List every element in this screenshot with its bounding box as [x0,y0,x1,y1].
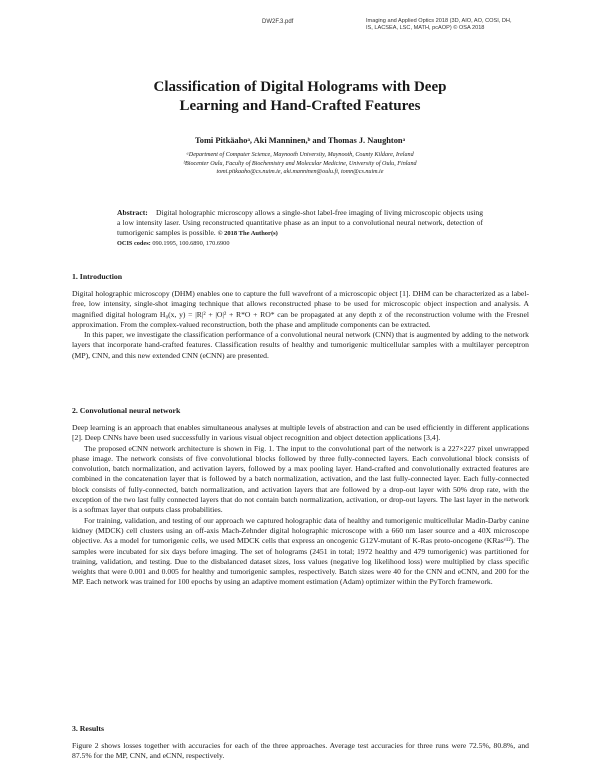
paper-title [100,78,500,116]
section-heading-introduction: 1. Introduction [72,272,123,281]
header-venue-line1: Imaging and Applied Optics 2018 (3D, AIO, AO, COSI, DH, [366,18,512,24]
paragraph: The proposed eCNN network architecture is shown in Fig. 1. The input to the convolutional part of the network is a 227×227 pixel unwrapped phase image. The network consists of five convolutional blocks followed by three fully-connected layers. Each convolutional block consists of convolution, batch normalization, and activation layers, followed by a max pooling layer. Hand-crafted and convolutionally extracted features are combined in the concatenation layer that is followed by a batch normalization, activation, and the last fully-connected layer. Each fully-connected block consists of fully-connected, batch normalization, and activation layers that are followed by a drop-out layer with 50% drop rate, with the exception of the two last fully connected layers that do not contain batch normalization, activation, or drop-out layers. The last layer in the network is a softmax layer that outputs class probabilities. [72,443,529,515]
section-heading-cnn: 2. Convolutional neural network [72,406,181,415]
abstract-text: Digital holographic microscopy allows a single-shot label-free imaging of living microscopic objects using a low intensity laser. Using reconstructed quantitative phase as an input to a convolutional neural network, detection of tumorigenic samples is possible. [117,208,483,237]
author-emails: tomi.pitkaaho@cs.nuim.ie, aki.manninen@oulu.fi, tomn@cs.nuim.ie [216,169,384,176]
paragraph: In this paper, we investigate the classification performance of a convolutional neural network (CNN) that is augmented by adding to the network layers that incorporate hand-crafted features. Classification results of healthy and tumorigenic multicellular samples with a multilayer perceptron (MP), CNN, and this new extended CNN (eCNN) are presented. [72,330,529,360]
section-heading-results: 3. Results [72,724,105,733]
paragraph: For training, validation, and testing of our approach we captured holographic data of healthy and tumorigenic multicellular Madin-Darby canine kidney (MDCK) cell clusters using an off-axis Mach-Zehnder digital holographic microscope with a 660 nm laser source and a 40X microscope objective. As a model for tumorigenic cells, we used MDCK cells that express an oncogenic G12V-mutant of K-Ras proto-oncogene (KRasᵛ¹²). The samples were incubated for six days before imaging. The set of holograms (2451 in total; 1972 healthy and 479 tumorigenic) was partitioned for training, validation, and testing. Due to the disbalanced dataset sizes, loss values (negative log likelihood loss) were multiplied by class specific weights that were 0.001 and 0.005 for healthy and tumorigenic samples, respectively. Batch sizes were 40 for the CNN and eCNN, and 200 for the MP. Each network was trained for 100 epochs by using an adaptive moment estimation (Adam) optimizer within the PyTorch framework. [72,515,529,587]
paragraph: Figure 2 shows losses together with accuracies for each of the three approaches. Average test accuracies for three runs were 72.5%, 80.8%, and 87.5% for the MP, CNN, and eCNN, respectively. [72,741,529,761]
paragraph: Deep learning is an approach that enables simultaneous analyses at multiple levels of abstraction and can be used efficiently in different applications [2]. Deep CNNs have been used successfully in various visual object recognition and object detection applications [3,4]. [72,423,529,443]
author-list: Tomi Pitkäahoᵃ, Aki Manninen,ᵇ and Thomas J. Naughtonᵃ [194,136,406,145]
affiliations [100,151,500,177]
section-body-introduction [72,289,529,361]
affiliation-a: ᵃDepartment of Computer Science, Maynooth University, Maynooth, County Kildare, Ireland [186,152,414,158]
header-file-name: DW2F.3.pdf [262,19,294,25]
section-body-results [72,741,529,762]
paper-title-line2: Learning and Hand-Crafted Features [179,98,421,114]
abstract-label: Abstract: [117,208,148,217]
abstract [117,208,483,238]
affiliation-b: ᵇBiocenter Oulu, Faculty of Biochemistry and Molecular Medicine, University of Oulu, Finland [183,160,417,167]
ocis-values: 090.1995, 100.6890, 170.6900 [152,240,230,247]
copyright-notice: © 2018 The Author(s) [217,229,278,237]
header-venue [366,18,586,32]
ocis-label: OCIS codes: [117,240,151,247]
paper-title-line1: Classification of Digital Holograms with Deep [153,79,447,95]
paragraph: Digital holographic microscopy (DHM) enables one to capture the full wavefront of a microscopic object [1]. DHM can be characterized as a label-free, low intensity, single-shot imaging technique that allows reconstructed phase to be used for microscopic object inspection and analysis. A magnified digital hologram H₀(x, y) = |R|² + |O|² + R*O + RO* can be propagated at any depth z of the reconstruction volume with the Fresnel approximation. From the complex-valued reconstruction, both the phase and amplitude components can be extracted. [72,289,529,329]
ocis-codes [117,240,229,247]
section-body-cnn [72,423,529,588]
header-venue-line2: IS, LACSEA, LSC, MATH, pcAOP) © OSA 2018 [366,25,485,32]
